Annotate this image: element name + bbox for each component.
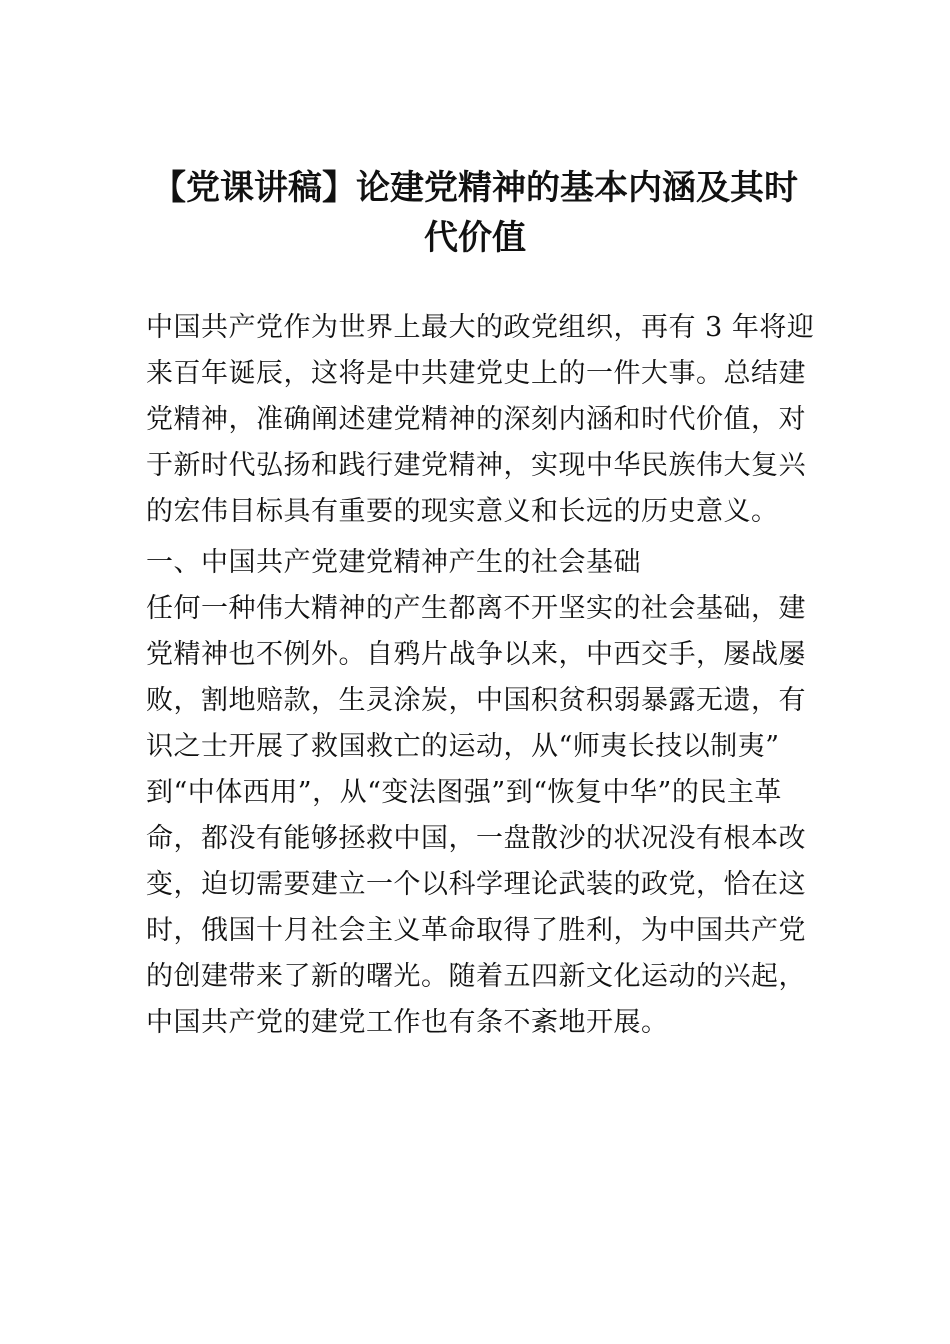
title-line: 【党课讲稿】论建党精神的基本内涵及其时 bbox=[152, 168, 798, 208]
paragraph-line: 败，割地赔款，生灵涂炭，中国积贫积弱暴露无遗，有 bbox=[146, 685, 806, 716]
paragraph-line: 中国共产党的建党工作也有条不紊地开展。 bbox=[146, 1007, 669, 1038]
section-heading: 一、中国共产党建党精神产生的社会基础 bbox=[146, 547, 641, 578]
paragraph-line: 到“中体西用”，从“变法图强”到“恢复中华”的民主革 bbox=[146, 777, 782, 808]
paragraph-line: 命，都没有能够拯救中国，一盘散沙的状况没有根本改 bbox=[146, 823, 806, 854]
title-line: 代价值 bbox=[424, 218, 526, 258]
paragraph-line: 中国共产党作为世界上最大的政党组织，再有 3 年将迎 bbox=[146, 312, 815, 343]
paragraph-line: 来百年诞辰，这将是中共建党史上的一件大事。总结建 bbox=[146, 358, 806, 389]
paragraph-line: 党精神，准确阐述建党精神的深刻内涵和时代价值，对 bbox=[146, 404, 806, 435]
paragraph-line: 时，俄国十月社会主义革命取得了胜利，为中国共产党 bbox=[146, 915, 806, 946]
paragraph-line: 变，迫切需要建立一个以科学理论武装的政党，恰在这 bbox=[146, 869, 806, 900]
section-one bbox=[146, 540, 822, 1046]
document-title bbox=[130, 163, 820, 263]
paragraph-line: 党精神也不例外。自鸦片战争以来，中西交手，屡战屡 bbox=[146, 639, 806, 670]
intro-paragraph bbox=[146, 305, 822, 535]
paragraph-line: 识之士开展了救国救亡的运动，从“师夷长技以制夷” bbox=[146, 731, 780, 762]
paragraph-line: 的创建带来了新的曙光。随着五四新文化运动的兴起， bbox=[146, 961, 806, 992]
paragraph-line: 于新时代弘扬和践行建党精神，实现中华民族伟大复兴 bbox=[146, 450, 806, 481]
paragraph-line: 的宏伟目标具有重要的现实意义和长远的历史意义。 bbox=[146, 496, 779, 527]
paragraph-line: 任何一种伟大精神的产生都离不开坚实的社会基础，建 bbox=[146, 593, 806, 624]
